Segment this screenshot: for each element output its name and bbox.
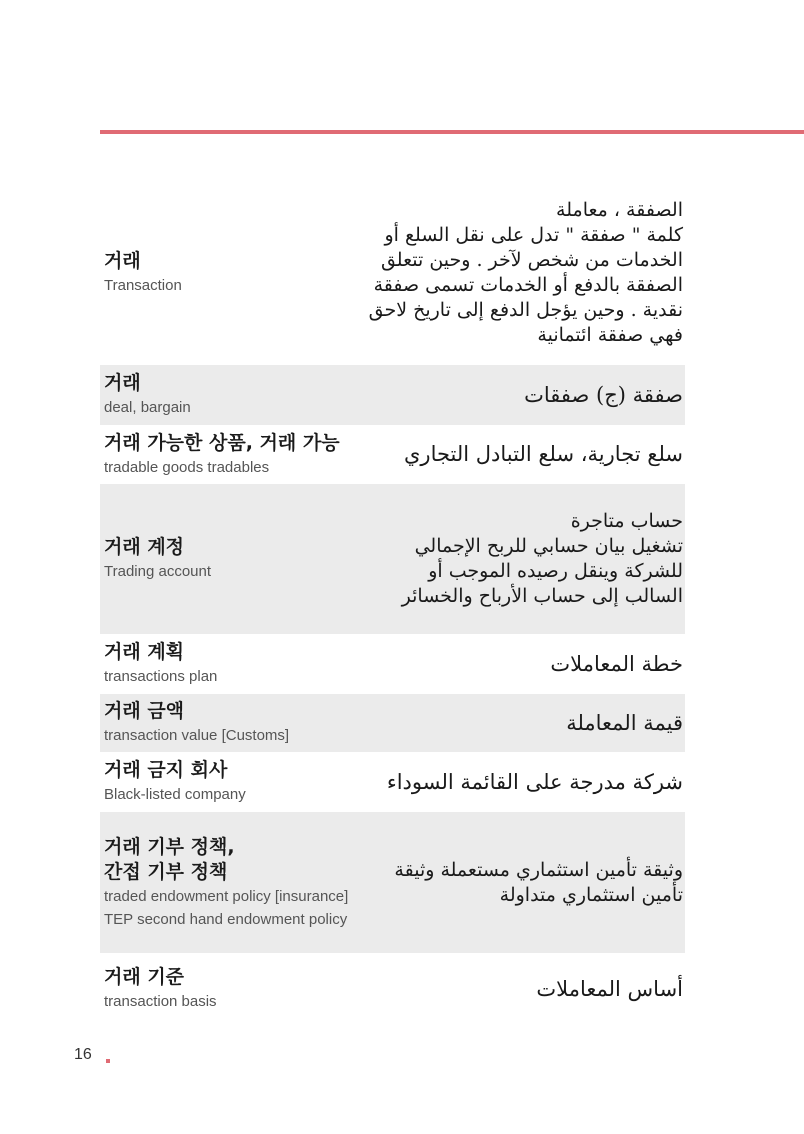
term-cell [100, 965, 355, 1013]
term-cell [100, 431, 355, 479]
korean-term: 거래 가능한 상품, 거래 가능 [104, 431, 340, 454]
glossary-entry [100, 180, 685, 365]
glossary-entry [100, 752, 685, 812]
english-term: deal, bargain [104, 399, 191, 416]
arabic-definition: الصفقة ، معاملة كلمة " صفقة " تدل على نقل السلع أو الخدمات من شخص لآخر . وحين تتعلق الصفقة بالدفع أو الخدمات تسمى صفقة نقدية . وحين يؤجل الدفع إلى تاريخ لاحق فهي صفقة ائتمانية [368, 198, 683, 346]
term-cell [100, 758, 355, 806]
term-cell [100, 535, 355, 583]
arabic-definition: حساب متاجرة تشغيل بيان حسابي للربح الإجمالي للشركة وينقل رصيده الموجب أو السالب إلى حساب الأرباح والخسائر [401, 510, 683, 607]
korean-term: 거래 기준 [104, 966, 185, 988]
arabic-definition: سلع تجارية، سلع التبادل التجاري [404, 442, 683, 466]
glossary-entry [100, 425, 685, 484]
korean-term: 거래 기부 정책, 간접 기부 정책 [104, 835, 235, 883]
arabic-definition: خطة المعاملات [550, 651, 683, 676]
arabic-definition: أساس المعاملات [536, 976, 683, 1001]
english-term: transactions plan [104, 668, 218, 685]
page-marker-dot [106, 1059, 110, 1063]
korean-term: 거래 금지 회사 [104, 759, 228, 781]
glossary-entry [100, 484, 685, 634]
term-cell [100, 640, 355, 688]
page-number: 16 [74, 1046, 92, 1063]
english-term-alt: TEP second hand endowment policy [104, 910, 348, 928]
glossary-table [100, 180, 685, 1025]
english-term: traded endowment policy [insurance] [104, 887, 349, 905]
glossary-entry [100, 812, 685, 953]
arabic-definition: شركة مدرجة على القائمة السوداء [386, 769, 683, 794]
korean-term: 거래 [104, 372, 141, 394]
korean-term: 거래 [104, 249, 141, 272]
english-term: Black-listed company [104, 786, 246, 803]
english-term: transaction basis [104, 993, 217, 1010]
header-rule [100, 130, 804, 134]
english-term: Transaction [104, 276, 182, 294]
english-term: transaction value [Customs] [104, 727, 290, 744]
arabic-definition: وثيقة تأمين استثماري مستعملة وثيقة تأمين استثماري متداولة [394, 858, 683, 906]
glossary-entry [100, 694, 685, 752]
english-term: Trading account [104, 563, 212, 580]
glossary-entry [100, 365, 685, 425]
term-cell [100, 249, 355, 297]
term-cell [100, 699, 355, 747]
term-cell [100, 835, 355, 931]
glossary-entry [100, 953, 685, 1025]
glossary-entry [100, 634, 685, 694]
korean-term: 거래 계정 [104, 536, 185, 558]
english-term: tradable goods tradables [104, 458, 270, 476]
arabic-definition: قيمة المعاملة [566, 710, 683, 735]
korean-term: 거래 계획 [104, 641, 185, 663]
term-cell [100, 371, 355, 419]
korean-term: 거래 금액 [104, 700, 185, 722]
arabic-definition: صفقة (ج) صفقات [524, 382, 683, 407]
